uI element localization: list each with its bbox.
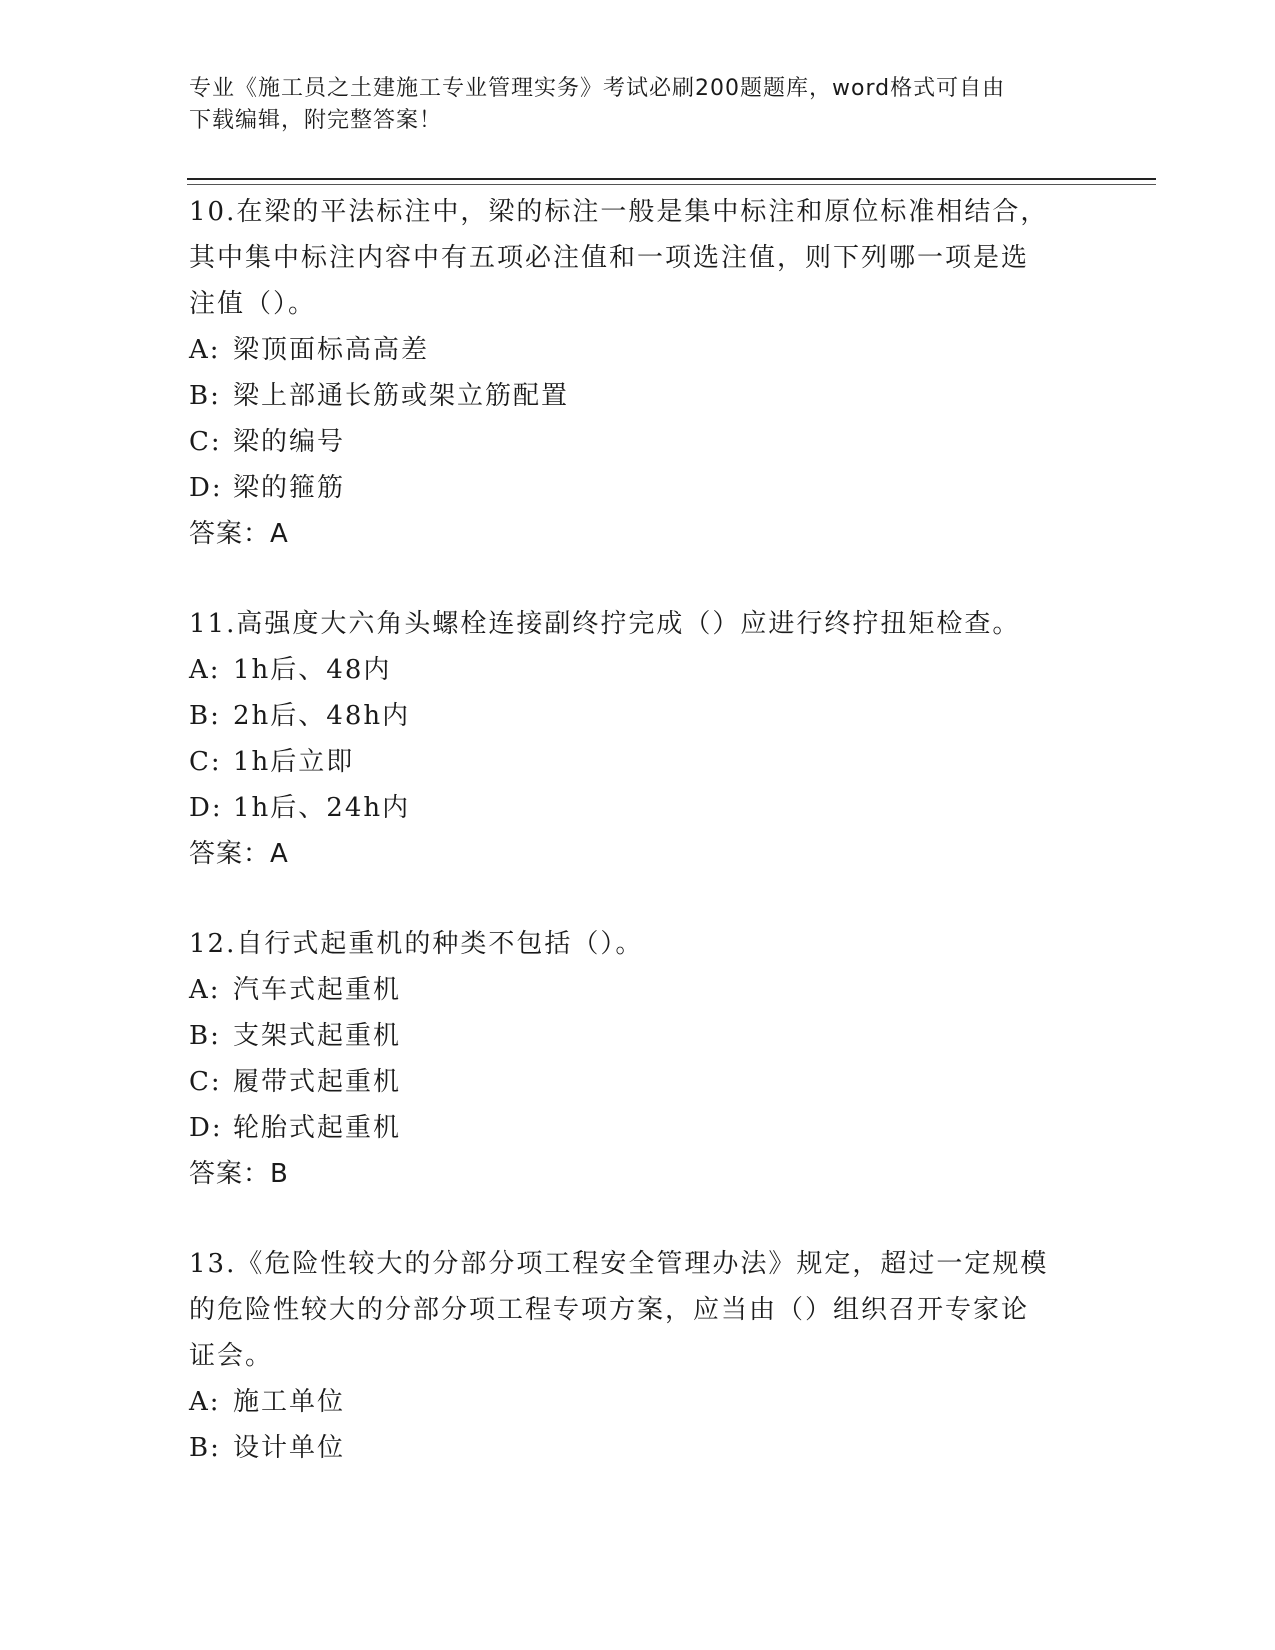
stem-line: 10.在梁的平法标注中，梁的标注一般是集中标注和原位标准相结合， bbox=[189, 197, 1049, 227]
option-a bbox=[189, 967, 1089, 1013]
header-line-2: 下载编辑，附完整答案！ bbox=[189, 108, 443, 133]
header-divider-thin bbox=[187, 184, 1156, 185]
stem-line: 13.《危险性较大的分部分项工程安全管理办法》规定，超过一定规模 bbox=[189, 1249, 1049, 1279]
option-key: A: bbox=[189, 975, 221, 1005]
option-key: B: bbox=[189, 1433, 221, 1463]
option-key: B: bbox=[189, 701, 221, 731]
option-text: 设计单位 bbox=[233, 1433, 346, 1463]
option-text: 2h后、48h内 bbox=[233, 701, 411, 731]
option-c bbox=[189, 1059, 1089, 1105]
option-text: 施工单位 bbox=[233, 1387, 346, 1417]
option-key: D: bbox=[189, 1113, 223, 1143]
option-key: C: bbox=[189, 747, 222, 777]
option-text: 汽车式起重机 bbox=[233, 975, 402, 1005]
stem-line: 11.高强度大六角头螺栓连接副终拧完成（）应进行终拧扭矩检查。 bbox=[189, 609, 1021, 639]
option-a bbox=[189, 327, 1089, 373]
option-d bbox=[189, 785, 1089, 831]
option-text: 梁的箍筋 bbox=[233, 473, 346, 503]
option-key: D: bbox=[189, 793, 223, 823]
option-b bbox=[189, 1425, 1089, 1471]
document-header bbox=[189, 73, 1089, 137]
question-11 bbox=[189, 601, 1089, 877]
option-key: C: bbox=[189, 427, 222, 457]
stem-line: 证会。 bbox=[189, 1341, 274, 1371]
option-text: 轮胎式起重机 bbox=[233, 1113, 402, 1143]
question-12 bbox=[189, 921, 1089, 1197]
option-text: 1h后立即 bbox=[233, 747, 355, 777]
question-list bbox=[189, 189, 1089, 1515]
option-c bbox=[189, 739, 1089, 785]
answer-line: 答案：A bbox=[189, 839, 289, 869]
option-b bbox=[189, 1013, 1089, 1059]
option-text: 梁上部通长筋或架立筋配置 bbox=[233, 381, 570, 411]
option-key: D: bbox=[189, 473, 223, 503]
option-b bbox=[189, 693, 1089, 739]
option-key: B: bbox=[189, 381, 221, 411]
option-d bbox=[189, 465, 1089, 511]
answer-line: 答案：A bbox=[189, 519, 289, 549]
option-key: C: bbox=[189, 1067, 222, 1097]
answer-line: 答案：B bbox=[189, 1159, 289, 1189]
question-13 bbox=[189, 1241, 1089, 1471]
question-stem bbox=[189, 921, 1089, 967]
option-text: 支架式起重机 bbox=[233, 1021, 402, 1051]
header-divider-thick bbox=[187, 178, 1156, 180]
stem-line: 注值（）。 bbox=[189, 289, 317, 319]
stem-line: 其中集中标注内容中有五项必注值和一项选注值，则下列哪一项是选 bbox=[189, 243, 1030, 273]
option-key: A: bbox=[189, 1387, 221, 1417]
option-text: 梁顶面标高高差 bbox=[233, 335, 430, 365]
option-key: B: bbox=[189, 1021, 221, 1051]
option-text: 履带式起重机 bbox=[233, 1067, 402, 1097]
option-text: 梁的编号 bbox=[233, 427, 346, 457]
question-stem bbox=[189, 601, 1089, 647]
option-b bbox=[189, 373, 1089, 419]
question-stem bbox=[189, 189, 1089, 327]
header-line-1: 专业《施工员之土建施工专业管理实务》考试必刷200题题库，word格式可自由 bbox=[189, 76, 1006, 101]
question-10 bbox=[189, 189, 1089, 557]
option-a bbox=[189, 647, 1089, 693]
stem-line: 的危险性较大的分部分项工程专项方案，应当由（）组织召开专家论 bbox=[189, 1295, 1030, 1325]
stem-line: 12.自行式起重机的种类不包括（）。 bbox=[189, 929, 644, 959]
option-d bbox=[189, 1105, 1089, 1151]
option-key: A: bbox=[189, 655, 221, 685]
question-stem bbox=[189, 1241, 1089, 1379]
option-text: 1h后、24h内 bbox=[233, 793, 411, 823]
option-key: A: bbox=[189, 335, 221, 365]
option-a bbox=[189, 1379, 1089, 1425]
option-c bbox=[189, 419, 1089, 465]
option-text: 1h后、48内 bbox=[233, 655, 392, 685]
